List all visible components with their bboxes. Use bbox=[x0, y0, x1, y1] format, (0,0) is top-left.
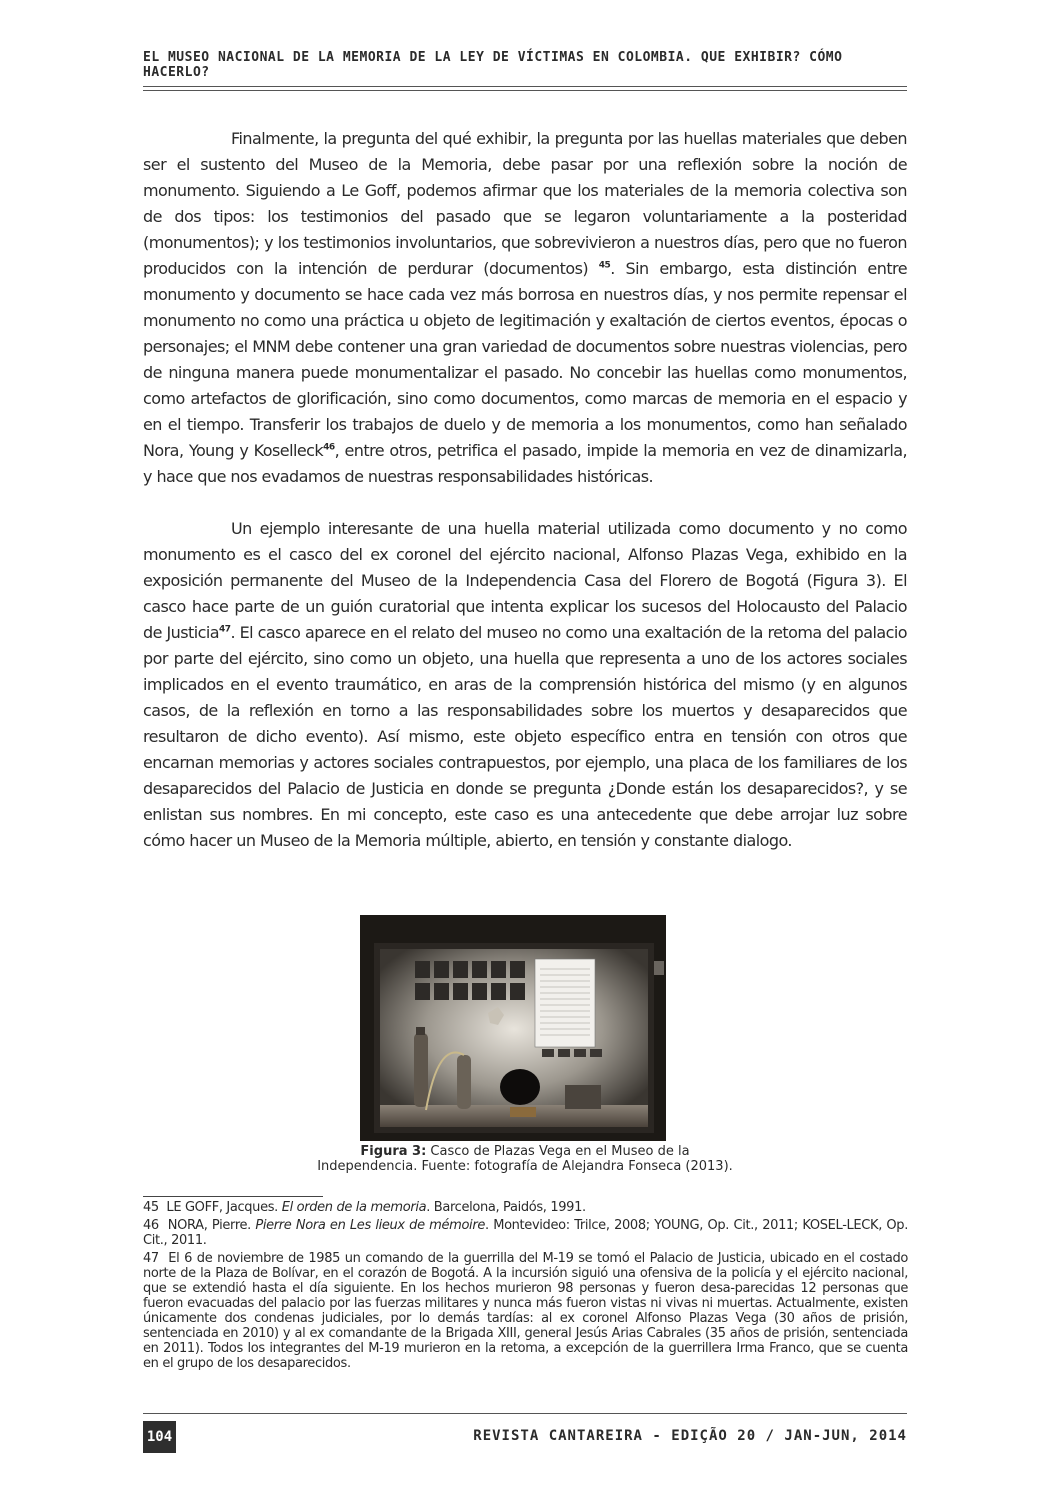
footnote-47 bbox=[143, 1251, 908, 1371]
footnote-ref-46[interactable]: 46 bbox=[323, 442, 335, 453]
footnote-ref-47[interactable]: 47 bbox=[219, 624, 231, 635]
footnote-ref-45[interactable]: 45 bbox=[598, 260, 611, 271]
figure-caption-line-1: Casco de Plazas Vega en el Museo de la bbox=[426, 1144, 690, 1159]
footnote-number: 47 bbox=[143, 1251, 159, 1266]
figure-caption-line-2: Independencia. Fuente: fotografía de Alejandra Fonseca (2013). bbox=[317, 1159, 733, 1174]
footnote-number: 45 bbox=[143, 1200, 159, 1215]
page-number: 104 bbox=[143, 1421, 176, 1453]
footnote-title: Pierre Nora en Les lieux de mémoire bbox=[255, 1218, 485, 1233]
header-rule-top bbox=[143, 86, 907, 87]
footnote-number: 46 bbox=[143, 1218, 159, 1233]
museum-display-case-image bbox=[360, 915, 666, 1141]
footnote-text: NORA, Pierre. bbox=[167, 1218, 256, 1233]
footnote-46 bbox=[143, 1218, 908, 1248]
footnotes bbox=[143, 1200, 908, 1374]
footnote-separator bbox=[143, 1196, 323, 1197]
running-header-title: EL MUSEO NACIONAL DE LA MEMORIA DE LA LEY DE VÍCTIMAS EN COLOMBIA. QUE EXHIBIR? CÓMO HACERLO? bbox=[143, 50, 843, 80]
paragraph-1 bbox=[143, 126, 907, 490]
footnote-text: El 6 de noviembre de 1985 un comando de la guerrilla del M-19 se tomó el Palacio de Justicia, ubicado en el costado norte de la Plaza de Bolívar, en el corazón de Bogotá. A la incursión siguió una ofensiva de la policía y el ejército nacional, que se extendió hasta el día siguiente. En los hechos murieron 98 personas y fueron desa-parecidas 12 personas que fueron evacuadas del palacio por las fuerzas militares y nunca más fueron vistas ni vivas ni muertas. Actualmente, existen únicamente dos condenas judiciales, por lo demás tardías: al ex coronel Alfonso Plazas Vega (30 años de prisión, sentenciada en 2010) y al ex comandante de la Brigada XIII, general Jesús Arias Cabrales (35 años de prisión, sentenciada en 2011). Todos los integrantes del M-19 murieron en la retoma, a excepción de la guerrillera Irma Franco, que se cuenta en el grupo de los desaparecidos. bbox=[143, 1251, 908, 1371]
figure-3-photo bbox=[360, 915, 666, 1141]
footnote-text-end: . Barcelona, Paidós, 1991. bbox=[426, 1200, 586, 1215]
figure-caption-label: Figura 3: bbox=[360, 1144, 427, 1159]
paragraph-1-part-a: Finalmente, la pregunta del qué exhibir, la pregunta por las huellas materiales que deben ser el sustento del Museo de la Memoria, debe pasar por una reflexión sobre la noción de monumento. Siguiendo a Le Goff, podemos afirmar que los materiales de la memoria colectiva son de dos tipos: los testimonios del pasado que se legaron voluntariamente a la posteridad (monumentos); y los testimonios involuntarios, que sobrevivieron a nuestros días, pero que no fueron producidos con la intención de perdurar (documentos) bbox=[143, 129, 907, 278]
header-rule-bottom bbox=[143, 90, 907, 91]
footnote-title: El orden de la memoria bbox=[281, 1200, 427, 1215]
footnote-text: LE GOFF, Jacques. bbox=[166, 1200, 282, 1215]
paragraph-2 bbox=[143, 516, 907, 854]
paragraph-2-part-a: Un ejemplo interesante de una huella material utilizada como documento y no como monumento es el casco del ex coronel del ejército nacional, Alfonso Plazas Vega, exhibido en la exposición permanente del Museo de la Independencia Casa del Florero de Bogotá (Figura 3). El casco hace parte de un guión curatorial que intenta explicar los sucesos del Holocausto del Palacio de Justicia bbox=[143, 519, 907, 642]
article-body bbox=[143, 126, 907, 854]
paragraph-1-part-b: . Sin embargo, esta distinción entre monumento y documento se hace cada vez más borrosa en nuestros días, y nos permite repensar el monumento no como una práctica u objeto de legitimación y exaltación de ciertos eventos, épocas o personajes; el MNM debe contener una gran variedad de documentos sobre nuestras violencias, pero de ninguna manera puede monumentalizar el pasado. No concebir las huellas como monumentos, como artefactos de glorificación, sino como documentos, como marcas de memoria en el espacio y en el tiempo. Transferir los trabajos de duelo y de memoria a los monumentos, como han señalado Nora, Young y Koselleck bbox=[143, 259, 908, 460]
paragraph-1-part-c: , entre otros, petrifica el pasado, impide la memoria en vez de dinamizarla, y hace que nos evadamos de nuestras responsabilidades históricas. bbox=[143, 441, 908, 486]
footnote-text-end: . Montevideo: Trilce, 2008; YOUNG, Op. Cit., 2011; KOSEL-LECK, Op. Cit., 2011. bbox=[143, 1218, 908, 1248]
figure-3-caption bbox=[280, 1144, 770, 1174]
footnote-45 bbox=[143, 1200, 908, 1215]
journal-name: REVISTA CANTAREIRA - EDIÇÃO 20 / JAN-JUN, 2014 bbox=[473, 1428, 907, 1444]
paragraph-2-part-b: . El casco aparece en el relato del museo no como una exaltación de la retoma del palacio por parte del ejército, sino como un objeto, una huella que representa a uno de los actores sociales implicados en el evento traumático, en aras de la comprensión histórica del mismo (y en algunos casos, de la reflexión en torno a las responsabilidades sobre los muertos y desaparecidos que resultaron de dicho evento). Así mismo, este objeto específico entra en tensión con otros que encarnan memorias y actores sociales contrapuestos, por ejemplo, una placa de los familiares de los desaparecidos del Palacio de Justicia en donde se pregunta ¿Donde están los desaparecidos?, y se enlistan sus nombres. En mi concepto, este caso es una antecedente que debe arrojar luz sobre cómo hacer un Museo de la Memoria múltiple, abierto, en tensión y constante dialogo. bbox=[143, 623, 908, 850]
footer-rule bbox=[143, 1413, 907, 1414]
